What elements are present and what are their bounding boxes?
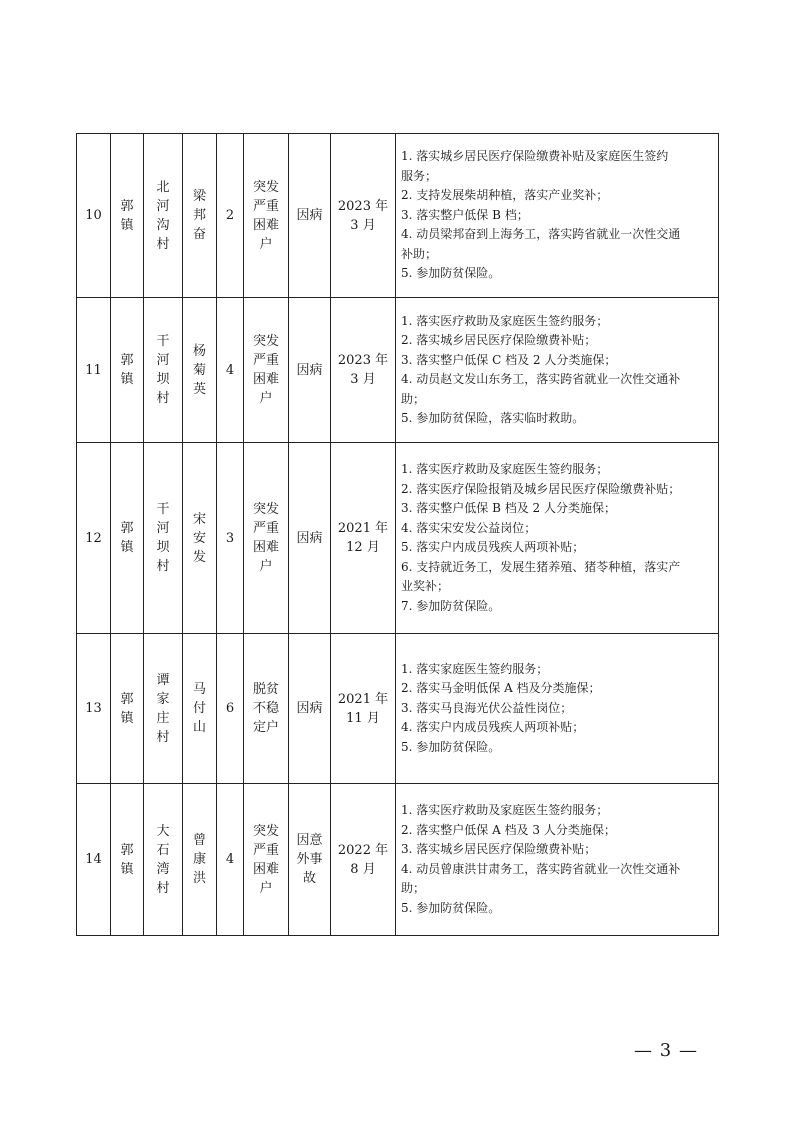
- measure-item: 1. 落实城乡居民医疗保险缴费补贴及家庭医生签约 服务；: [401, 149, 669, 183]
- cell-village: 北 河 沟 村: [144, 134, 183, 298]
- measure-item: 2. 落实整户低保 A 档及 3 人分类施保；: [401, 822, 616, 837]
- cell-household-size: 4: [217, 784, 244, 936]
- cell-date: 2023 年 3 月: [331, 134, 396, 298]
- assistance-records-table: [76, 133, 719, 936]
- measure-item: 5. 落实户内成员残疾人两项补贴；: [401, 540, 585, 554]
- measure-item: 2. 落实医疗保险报销及城乡居民医疗保险缴费补贴；: [401, 481, 681, 496]
- table-row: [77, 298, 719, 443]
- cell-household-size: 2: [217, 134, 244, 298]
- cell-date: 2023 年 3 月: [331, 298, 396, 443]
- measure-item: 2. 支持发展柴胡种植，落实产业奖补；: [401, 188, 609, 203]
- cell-no: 13: [77, 634, 111, 784]
- cell-village: 干 河 坝 村: [144, 298, 183, 443]
- measure-item: 3. 落实整户低保 B 档及 2 人分类施保；: [401, 501, 616, 515]
- measure-item: 5. 参加防贫保险。: [401, 900, 501, 915]
- cell-date: 2022 年 8 月: [331, 784, 396, 936]
- cell-town: 郭 镇: [111, 784, 144, 936]
- cell-town: 郭 镇: [111, 634, 144, 784]
- cell-name: 马 付 山: [183, 634, 217, 784]
- table-row: [77, 443, 719, 634]
- table-row: [77, 134, 719, 298]
- measure-item: 1. 落实医疗救助及家庭医生签约服务；: [401, 313, 609, 328]
- cell-household-type: 脱贫 不稳 定户: [244, 634, 289, 784]
- cell-measures: [396, 298, 719, 443]
- cell-household-type: 突发 严重 困难 户: [244, 784, 289, 936]
- cell-no: 11: [77, 298, 111, 443]
- measure-item: 3. 落实整户低保 C 档及 2 人分类施保；: [401, 352, 617, 367]
- measure-item: 1. 落实医疗救助及家庭医生签约服务；: [401, 462, 609, 476]
- measure-item: 4. 落实户内成员残疾人两项补贴；: [401, 720, 585, 735]
- page-number: — 3 —: [634, 1040, 698, 1061]
- measure-item: 3. 落实整户低保 B 档；: [401, 207, 529, 222]
- measure-item: 3. 落实城乡居民医疗保险缴费补贴；: [401, 842, 597, 856]
- cell-name: 梁 邦 奋: [183, 134, 217, 298]
- cell-household-size: 3: [217, 443, 244, 634]
- cell-village: 谭 家 庄 村: [144, 634, 183, 784]
- cell-name: 曾 康 洪: [183, 784, 217, 936]
- measure-item: 3. 落实马良海光伏公益性岗位；: [401, 700, 573, 715]
- cell-date: 2021 年 12 月: [331, 443, 396, 634]
- cell-no: 12: [77, 443, 111, 634]
- cell-name: 杨 菊 英: [183, 298, 217, 443]
- measure-item: 5. 参加防贫保险，落实临时救助。: [401, 411, 585, 425]
- cell-cause: 因意 外事 故: [289, 784, 331, 936]
- cell-no: 10: [77, 134, 111, 298]
- cell-cause: 因病: [289, 634, 331, 784]
- measure-item: 4. 动员梁邦奋到上海务工，落实跨省就业一次性交通 补助；: [401, 227, 681, 261]
- cell-no: 14: [77, 784, 111, 936]
- cell-cause: 因病: [289, 298, 331, 443]
- table-row: [77, 634, 719, 784]
- measure-item: 5. 参加防贫保险。: [401, 266, 501, 281]
- cell-name: 宋 安 发: [183, 443, 217, 634]
- measure-item: 6. 支持就近务工，发展生猪养殖、猪苓种植，落实产 业奖补；: [401, 559, 681, 593]
- measure-item: 2. 落实马金明低保 A 档及分类施保；: [401, 681, 601, 696]
- cell-cause: 因病: [289, 443, 331, 634]
- cell-household-size: 4: [217, 298, 244, 443]
- cell-measures: [396, 634, 719, 784]
- measure-item: 2. 落实城乡居民医疗保险缴费补贴；: [401, 333, 597, 347]
- cell-date: 2021 年 11 月: [331, 634, 396, 784]
- cell-town: 郭 镇: [111, 298, 144, 443]
- cell-measures: [396, 134, 719, 298]
- cell-village: 干 河 坝 村: [144, 443, 183, 634]
- measure-item: 4. 落实宋安发公益岗位；: [401, 520, 537, 535]
- measure-item: 1. 落实家庭医生签约服务；: [401, 661, 549, 676]
- cell-town: 郭 镇: [111, 443, 144, 634]
- cell-cause: 因病: [289, 134, 331, 298]
- measure-item: 7. 参加防贫保险。: [401, 598, 501, 613]
- cell-town: 郭 镇: [111, 134, 144, 298]
- measure-item: 5. 参加防贫保险。: [401, 739, 501, 754]
- table-row: [77, 784, 719, 936]
- measure-item: 4. 动员赵文发山东务工，落实跨省就业一次性交通补 助；: [401, 372, 681, 406]
- measure-item: 4. 动员曾康洪甘肃务工，落实跨省就业一次性交通补 助；: [401, 861, 681, 895]
- cell-household-type: 突发 严重 困难 户: [244, 298, 289, 443]
- cell-household-size: 6: [217, 634, 244, 784]
- cell-household-type: 突发 严重 困难 户: [244, 443, 289, 634]
- cell-household-type: 突发 严重 困难 户: [244, 134, 289, 298]
- cell-measures: [396, 784, 719, 936]
- measure-item: 1. 落实医疗救助及家庭医生签约服务；: [401, 803, 609, 817]
- cell-village: 大 石 湾 村: [144, 784, 183, 936]
- cell-measures: [396, 443, 719, 634]
